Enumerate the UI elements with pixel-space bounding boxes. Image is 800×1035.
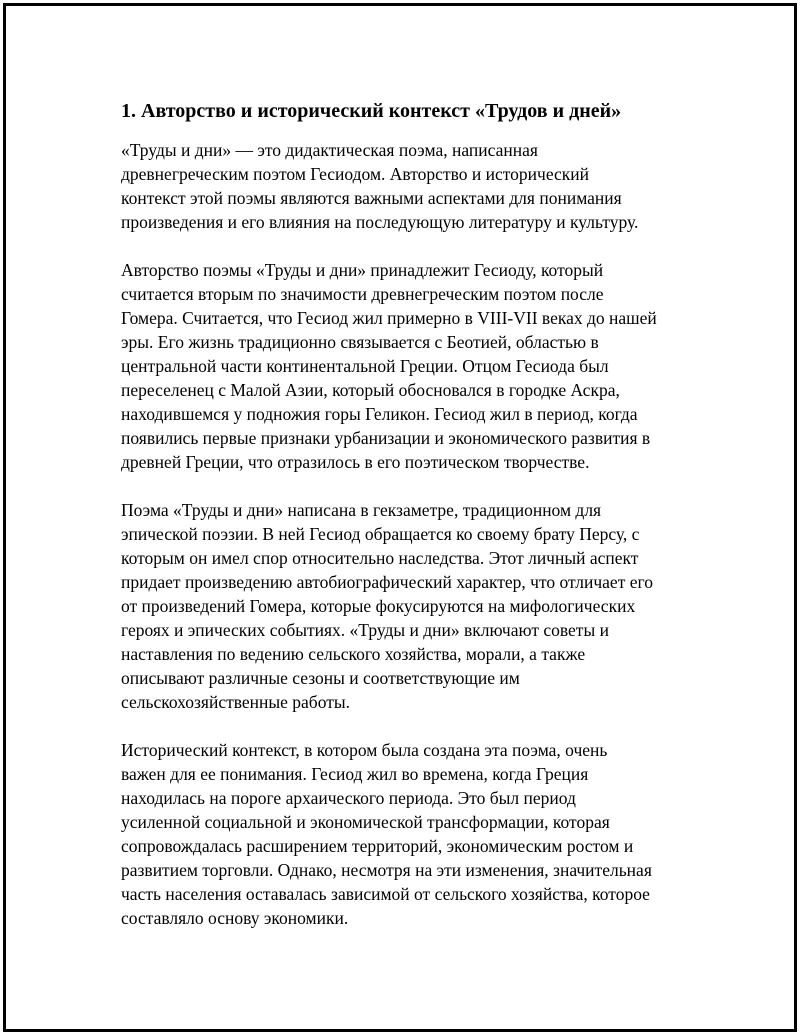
text-line: Поэма «Труды и дни» написана в гекзаметре, традиционном для [121,500,602,520]
text-line: описывают различные сезоны и соответствующие им [121,668,520,688]
text-line: наставления по ведению сельского хозяйства, морали, а также [121,644,586,664]
paragraphs-container [121,138,701,930]
text-line: составляло основу экономики. [121,908,349,928]
paragraph-1 [121,138,701,234]
text-line: усиленной социальной и экономической трансформации, которая [121,812,610,832]
text-line: важен для ее понимания. Гесиод жил во времена, когда Греция [121,764,589,784]
text-line: переселенец с Малой Азии, который обосновался в городке Аскра, [121,380,620,400]
text-line: Гомера. Считается, что Гесиод жил примерно в VIII-VII веках до нашей [121,308,657,328]
paragraph-3 [121,498,701,714]
text-line: древней Греции, что отразилось в его поэтическом творчестве. [121,452,590,472]
text-line: героях и эпических событиях. «Труды и дни» включают советы и [121,620,609,640]
paragraph-2 [121,258,701,474]
document-body [121,98,701,954]
text-line: часть населения оставалась зависимой от сельского хозяйства, которое [121,884,650,904]
text-line: произведения и его влияния на последующую литературу и культуру. [121,212,639,232]
paragraph-4 [121,738,701,930]
text-line: древнегреческим поэтом Гесиодом. Авторство и исторический [121,164,590,184]
text-line: находилась на пороге архаического периода. Это был период [121,788,576,808]
text-line: эры. Его жизнь традиционно связывается с Беотией, областью в [121,332,599,352]
text-line: находившемся у подножия горы Геликон. Гесиод жил в период, когда [121,404,638,424]
text-line: центральной части континентальной Греции. Отцом Гесиода был [121,356,609,376]
section-heading: 1. Авторство и исторический контекст «Трудов и дней» [121,100,622,122]
text-line: Авторство поэмы «Труды и дни» принадлежит Гесиоду, который [121,260,604,280]
text-line: от произведений Гомера, которые фокусируются на мифологических [121,596,636,616]
text-line: Исторический контекст, в котором была создана эта поэма, очень [121,740,608,760]
page-frame [3,3,797,1032]
text-line: развитием торговли. Однако, несмотря на эти изменения, значительная [121,860,652,880]
text-line: контекст этой поэмы являются важными аспектами для понимания [121,188,622,208]
text-line: которым он имел спор относительно наследства. Этот личный аспект [121,548,639,568]
text-line: придает произведению автобиографический характер, что отличает его [121,572,653,592]
text-line: эпической поэзии. В ней Гесиод обращается ко своему брату Персу, с [121,524,640,544]
text-line: сопровождалась расширением территорий, экономическим ростом и [121,836,634,856]
text-line: сельскохозяйственные работы. [121,692,351,712]
text-line: считается вторым по значимости древнегреческим поэтом после [121,284,604,304]
text-line: появились первые признаки урбанизации и экономического развития в [121,428,651,448]
text-line: «Труды и дни» — это дидактическая поэма, написанная [121,140,538,160]
